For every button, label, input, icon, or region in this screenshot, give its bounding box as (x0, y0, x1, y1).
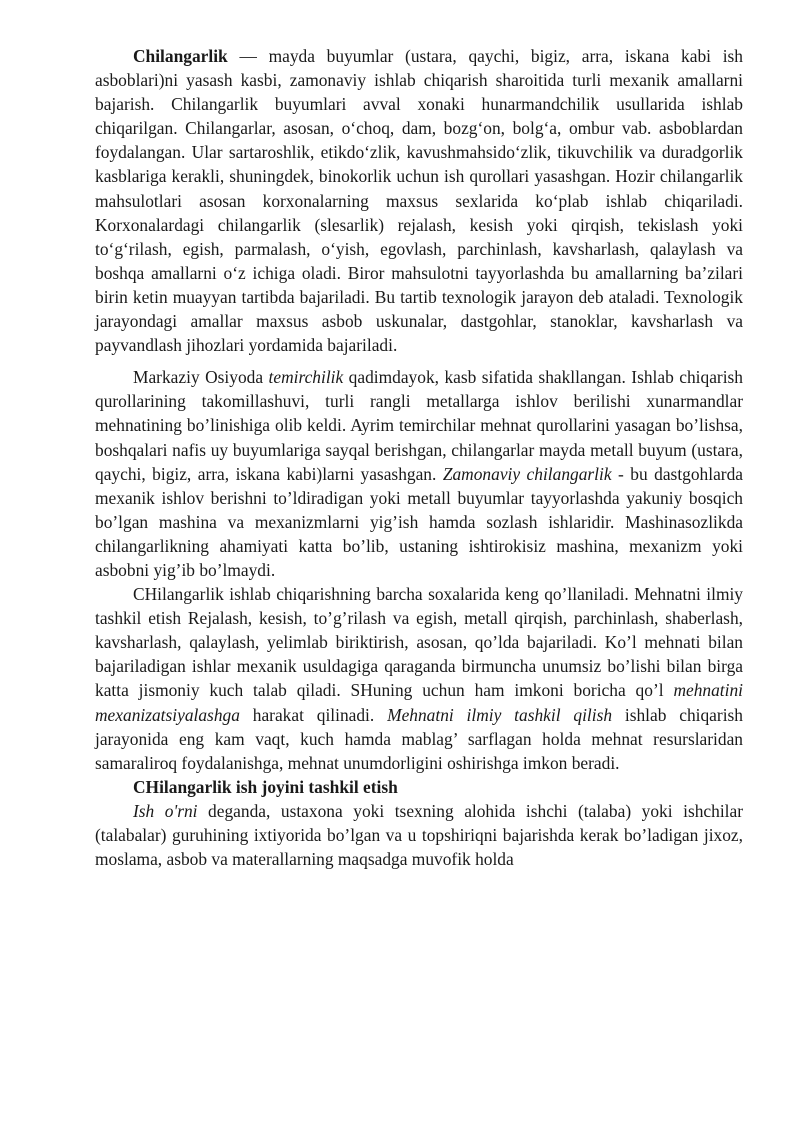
document-page (95, 44, 743, 871)
term-chilangarlik: Chilangarlik (133, 46, 228, 66)
paragraph-text: harakat qilinadi. (239, 704, 388, 725)
italic-term-zamonaviy-chilangarlik: Zamonaviy chilangarlik (442, 463, 612, 484)
paragraph-text: qadimdayok, kasb sifatida shakllangan. Ishlab chiqarish qurollarining takomillashuvi, turli rangli metallarga ishlov berilishi xunarmandlar mehnatining bo’linishiga olib keldi. Ayrim temirchilar mehnat qurollarini yasagan bo’lishsa, boshqalari nafis uy buyumlariga sayqal berishgan, chilangarlar mayda metall buyum (ustara, qaychi, bigiz, arra, iskana kabi)larni yasashgan. (95, 367, 743, 484)
paragraph-chilangarlik-usage (95, 582, 743, 775)
paragraph-text: - bu dastgohlarda mexanik ishlov berishni to’ldiradigan yoki metall buyumlar tayyorlashda yakuniy bosqich bo’lgan mashina va mexanizmlarni yig’ish hamda sozlash ishlaridir. Mashinasozlikda chilangarlikning ahamiyati katta bo’lib, ustaning ishtirokisiz mashina, mexanizm yoki asbobni yig’ib bo’lmaydi. (95, 463, 743, 580)
paragraph-text: deganda, ustaxona yoki tsexning alohida ishchi (talaba) yoki ishchilar (talabalar) guruhining ixtiyorida bo’lgan va u topshiriqni bajarishda kerak bo’ladigan jixoz, moslama, asbob va materallarning maqsadga muvofik holda (95, 800, 743, 870)
paragraph-text: CHilangarlik ishlab chiqarishning barcha soxalarida keng qo’llaniladi. Mehnatni ilmiy tashkil etish Rejalash, kesish, to’g’rilash va egish, metall qirqish, parchinlash, shaberlash, kavsharlash, qalaylash, yelimlab biriktirish, asosan, qo’lda bajariladi. Ko’l mehnati bilan bajariladigan ishlar mexanik usuldagiga qaraganda birmuncha unumsiz bo’lishi bilan birga katta jismoniy kuch talab qiladi. SHuning uchun ham imkoni boricha qo’l (95, 584, 743, 701)
italic-term-mexanizatsiya: mehnatini mexanizatsiyalashga (95, 680, 743, 725)
paragraph-markaziy-osiyo (95, 365, 743, 582)
paragraph-ish-orni (95, 799, 743, 871)
paragraph-text: Markaziy Osiyoda (133, 367, 269, 388)
paragraph-chilangarlik-definition (95, 44, 743, 357)
paragraph-text: ishlab chiqarish jarayonida eng kam vaqt, kuch hamda mablag’ sarflagan holda mehnat resurslaridan samaraliroq foydalanishga, mehnat unumdorligini oshirishga imkon beradi. (95, 704, 743, 773)
paragraph-text: — mayda buyumlar (ustara, qaychi, bigiz, arra, iskana kabi ish asboblari)ni yasash kasbi, zamonaviy ishlab chiqarish sharoitida turli mexanik amallarni bajarish. Chilangarlik buyumlari avval xonaki hunarmandchilik usullarida ishlab chiqarilgan. Chilangarlar, asosan, o‘choq, dam, bozg‘on, bolg‘a, ombur vab. asboblardan foydalangan. Ular sartaroshlik, etikdo‘zlik, kavushmahsido‘zlik, tikuvchilik va duradgorlik kasblariga kerakli, shuningdek, binokorlik uchun ish qurollari yasashgan. Hozir chilangarlik mahsulotlari asosan korxonalarning maxsus sexlarida ko‘plab ishlab chiqariladi. Korxonalardagi chilangarlik (slesarlik) rejalash, kesish yoki qirqish, tekislash yoki to‘g‘rilash, egish, parmalash, o‘yish, egovlash, parchinlash, kavsharlash, qalaylash va boshqa amallarni o‘z ichiga oladi. Biror mahsulotni tayyorlashda bu amallarning ba’zilari birin ketin muayyan tartibda bajariladi. Bu tartib texnologik jarayon deb ataladi. Texnologik jarayondagi amallar maxsus asbob uskunalar, dastgohlar, stanoklar, kavsharlash va payvandlash jihozlari yordamida bajariladi. (95, 46, 743, 356)
italic-term-ish-orni: Ish o'rni (133, 800, 198, 821)
italic-term-temirchilik: temirchilik (268, 367, 344, 388)
section-heading: CHilangarlik ish joyini tashkil etish (133, 776, 398, 797)
italic-term-mehnatni-ilmiy-tashkil: Mehnatni ilmiy tashkil qilish (387, 704, 613, 725)
